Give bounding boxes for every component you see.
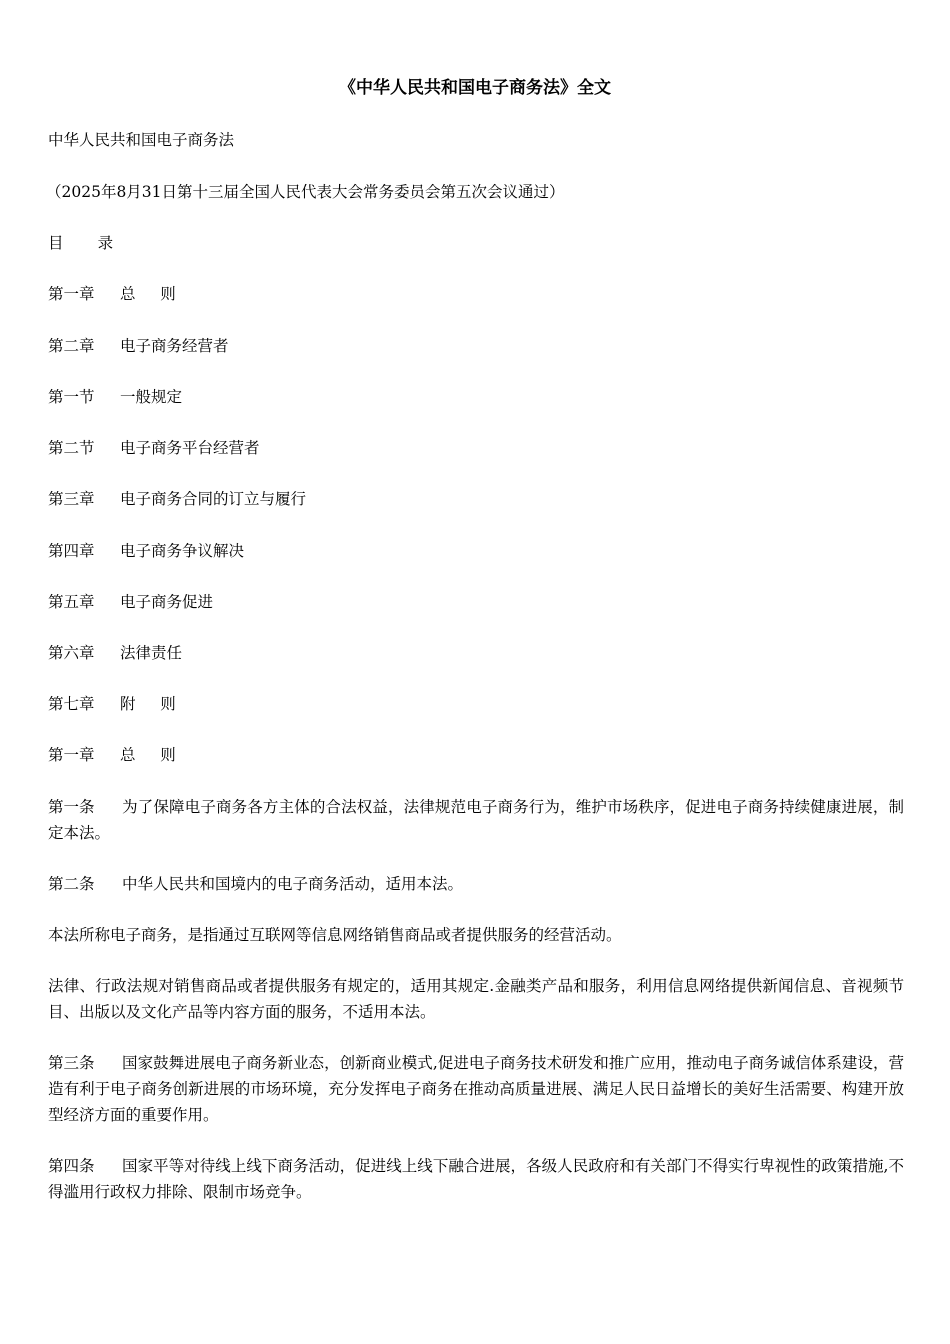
chapter-heading-title: 总则 bbox=[120, 746, 201, 764]
article-label: 第四条 bbox=[48, 1157, 95, 1175]
article-label: 第一条 bbox=[48, 798, 95, 816]
toc-item bbox=[48, 282, 904, 306]
article-4 bbox=[48, 1153, 904, 1205]
toc-item bbox=[48, 539, 904, 563]
chapter-heading bbox=[48, 743, 904, 767]
toc-item-title: 总则 bbox=[120, 285, 201, 303]
toc-item-title: 法律责任 bbox=[120, 644, 183, 662]
toc-item-title: 电子商务合同的订立与履行 bbox=[120, 490, 307, 508]
toc-item-label: 第七章 bbox=[48, 695, 95, 713]
toc-item-title: 电子商务促进 bbox=[120, 593, 214, 611]
article-1 bbox=[48, 794, 904, 846]
toc-item bbox=[48, 487, 904, 511]
toc-item bbox=[48, 692, 904, 716]
toc-item-label: 第三章 bbox=[48, 490, 95, 508]
toc-item-label: 第二节 bbox=[48, 439, 95, 457]
toc-item bbox=[48, 385, 904, 409]
toc-item bbox=[48, 334, 904, 358]
article-label: 第三条 bbox=[48, 1054, 95, 1072]
law-name: 中华人民共和国电子商务法 bbox=[48, 131, 235, 149]
article-text: 国家鼓舞进展电子商务新业态，创新商业模式,促进电子商务技术研发和推广应用，推动电子商务诚信体系建设，营造有利于电子商务创新进展的市场环境，充分发挥电子商务在推动高质量进展、满足人民日益增长的美好生活需要、构建开放型经济方面的重要作用。 bbox=[48, 1054, 904, 1124]
toc-item-title: 一般规定 bbox=[120, 388, 183, 406]
article-text: 为了保障电子商务各方主体的合法权益，法律规范电子商务行为，维护市场秩序，促进电子商务持续健康进展，制定本法。 bbox=[48, 798, 904, 842]
article-paragraph: 本法所称电子商务，是指通过互联网等信息网络销售商品或者提供服务的经营活动。 bbox=[48, 926, 622, 944]
toc-heading: 目录 bbox=[48, 234, 148, 252]
toc-item-label: 第六章 bbox=[48, 644, 95, 662]
chapter-heading-label: 第一章 bbox=[48, 746, 95, 764]
article-3 bbox=[48, 1050, 904, 1128]
toc-item-label: 第一节 bbox=[48, 388, 95, 406]
article-label: 第二条 bbox=[48, 875, 95, 893]
article-paragraph: 法律、行政法规对销售商品或者提供服务有规定的，适用其规定.金融类产品和服务，利用信息网络提供新闻信息、音视频节目、出版以及文化产品等内容方面的服务，不适用本法。 bbox=[48, 977, 904, 1021]
toc-item-title: 电子商务平台经营者 bbox=[120, 439, 260, 457]
toc-item-title: 电子商务争议解决 bbox=[120, 542, 245, 560]
article-text: 国家平等对待线上线下商务活动，促进线上线下融合进展，各级人民政府和有关部门不得实行卑视性的政策措施,不得滥用行政权力排除、限制市场竞争。 bbox=[48, 1157, 904, 1201]
toc-item bbox=[48, 590, 904, 614]
toc-item-label: 第二章 bbox=[48, 337, 95, 355]
toc-item bbox=[48, 436, 904, 460]
article-text: 中华人民共和国境内的电子商务活动，适用本法。 bbox=[122, 875, 464, 893]
adoption-note: （2025年8月31日第十三届全国人民代表大会常务委员会第五次会议通过） bbox=[46, 183, 565, 201]
toc-item-label: 第一章 bbox=[48, 285, 95, 303]
document-title: 《中华人民共和国电子商务法》全文 bbox=[339, 78, 611, 98]
article-2 bbox=[48, 871, 904, 897]
toc-item-title: 电子商务经营者 bbox=[120, 337, 229, 355]
toc-item-title: 附则 bbox=[120, 695, 201, 713]
toc-item-label: 第五章 bbox=[48, 593, 95, 611]
toc-item-label: 第四章 bbox=[48, 542, 95, 560]
toc-item bbox=[48, 641, 904, 665]
